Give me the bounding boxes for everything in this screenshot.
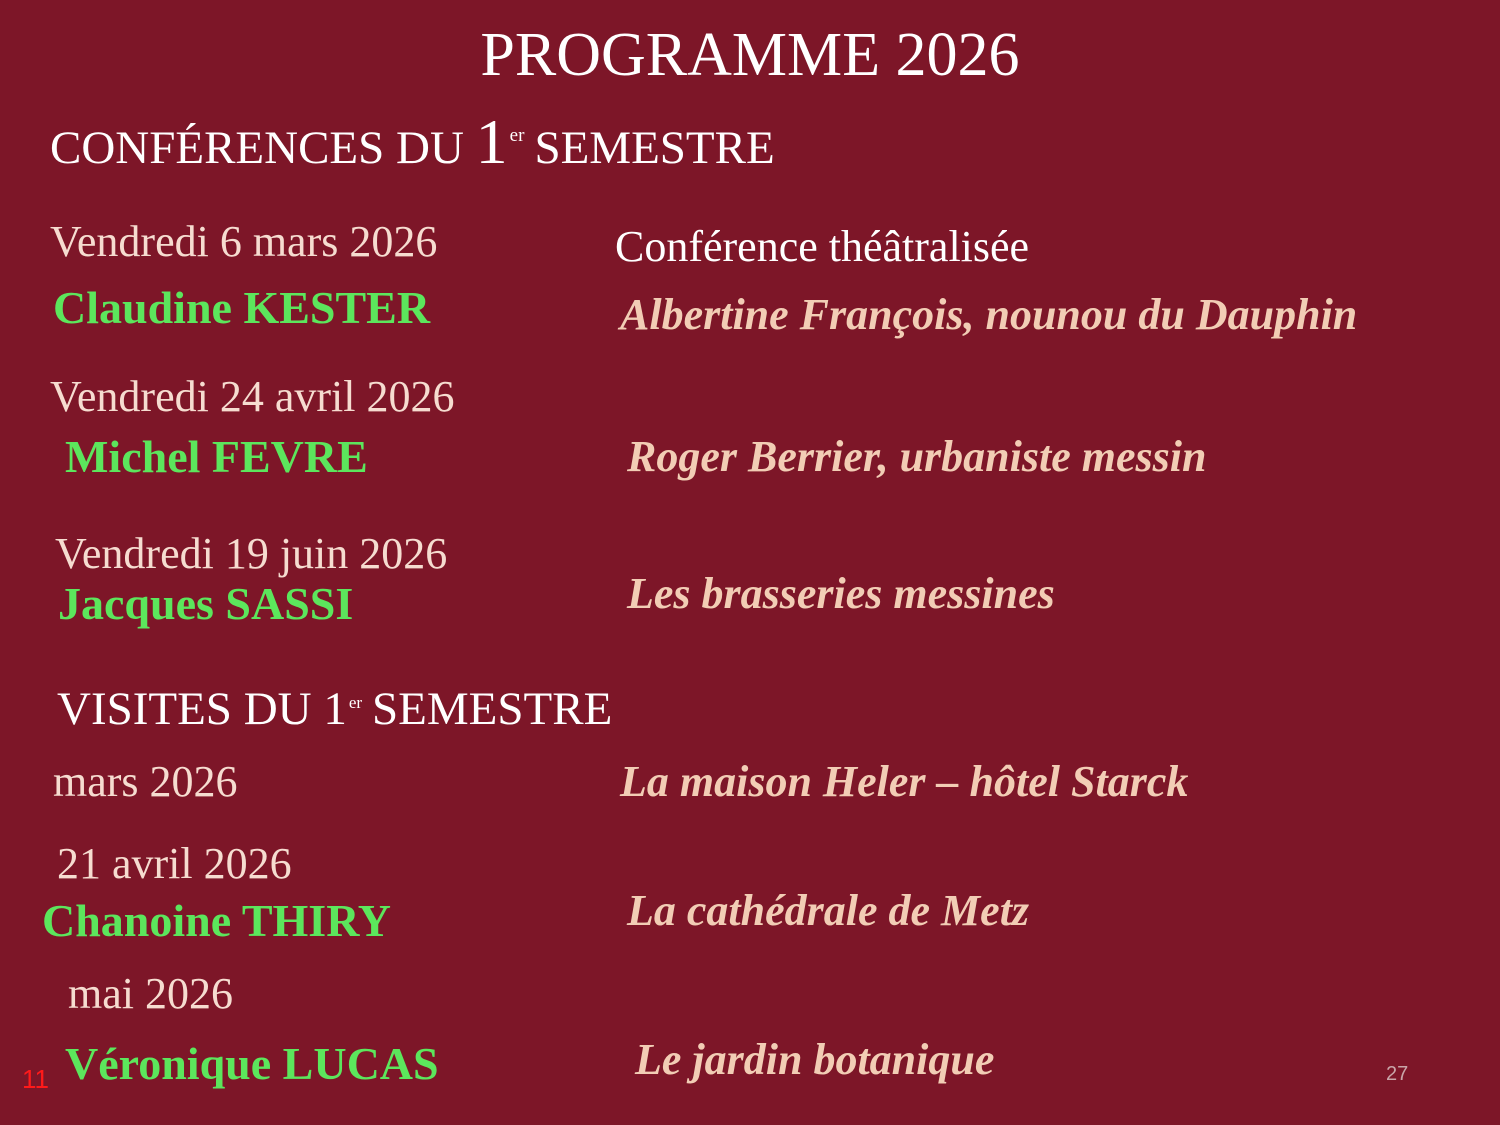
- conference-topic: Les brasseries messines: [627, 569, 1055, 618]
- conference-speaker: Jacques SASSI: [58, 578, 354, 629]
- conference-speaker: Michel FEVRE: [65, 431, 368, 482]
- visits-heading: [57, 683, 613, 735]
- conference-topic: Albertine François, nounou du Dauphin: [620, 290, 1358, 339]
- conference-speaker: Claudine KESTER: [53, 282, 431, 333]
- conference-topic: Roger Berrier, urbaniste messin: [627, 432, 1207, 481]
- visit-date: 21 avril 2026: [57, 839, 292, 888]
- conferences-heading-superscript: er: [509, 125, 525, 146]
- conference-date: Vendredi 6 mars 2026: [50, 217, 438, 266]
- conferences-heading-number: 1: [475, 106, 508, 177]
- visits-heading-superscript: er: [348, 693, 363, 712]
- visit-date: mars 2026: [53, 757, 238, 806]
- conference-date: Vendredi 24 avril 2026: [50, 372, 455, 421]
- visit-speaker: Véronique LUCAS: [65, 1038, 439, 1089]
- visits-heading-prefix: VISITES DU 1: [57, 683, 347, 735]
- conference-date: Vendredi 19 juin 2026: [55, 529, 448, 578]
- visit-date: mai 2026: [68, 969, 233, 1018]
- page-title: PROGRAMME 2026: [480, 21, 1020, 89]
- conferences-heading: [50, 106, 775, 177]
- visits-heading-suffix: SEMESTRE: [372, 683, 613, 735]
- conferences-heading-prefix: CONFÉRENCES DU: [50, 122, 476, 174]
- conferences-heading-suffix: SEMESTRE: [534, 122, 775, 174]
- corner-number: 11: [22, 1064, 49, 1094]
- conference-note: Conférence théâtralisée: [615, 222, 1030, 271]
- visit-speaker: Chanoine THIRY: [42, 895, 392, 946]
- visit-topic: La cathédrale de Metz: [627, 886, 1030, 935]
- visit-topic: La maison Heler – hôtel Starck: [620, 757, 1189, 806]
- slide-number: 27: [1386, 1063, 1409, 1085]
- visit-topic: Le jardin botanique: [635, 1035, 995, 1084]
